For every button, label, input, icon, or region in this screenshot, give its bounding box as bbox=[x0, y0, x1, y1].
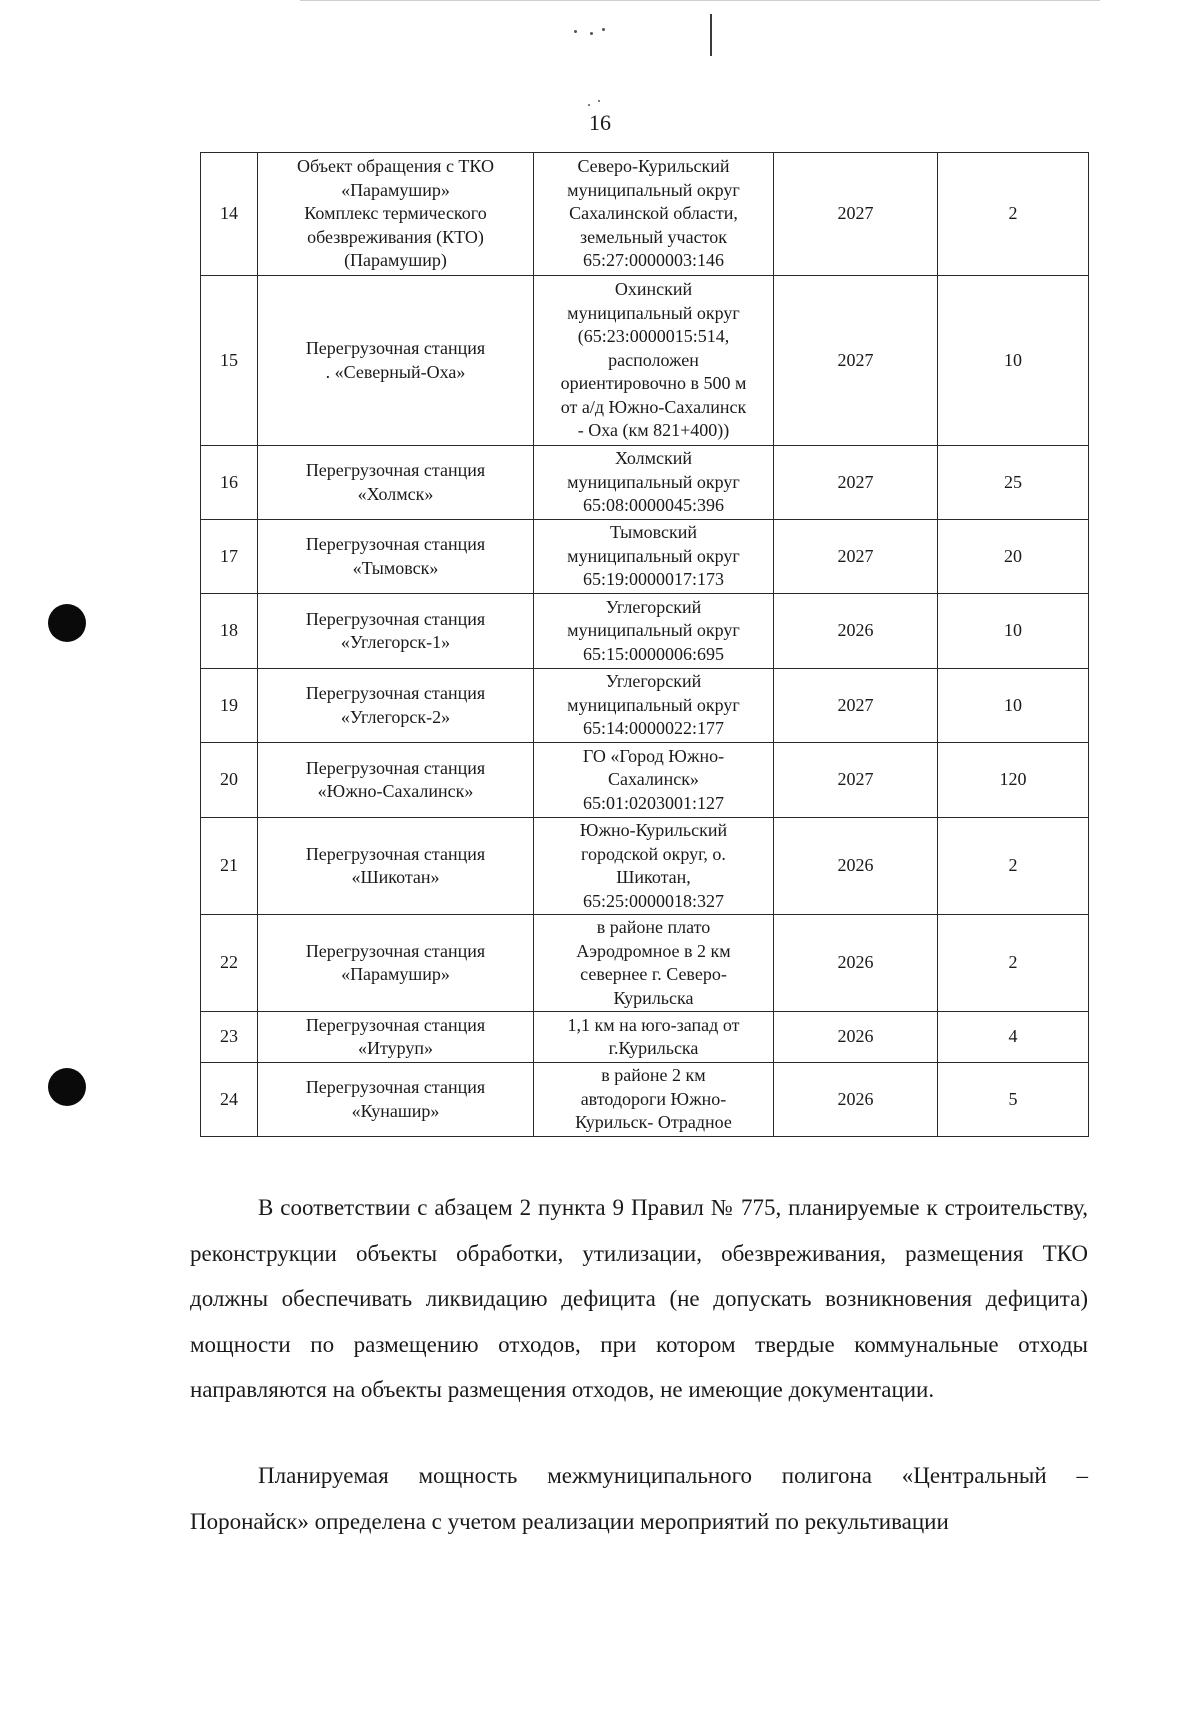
facility-name: Перегрузочная станция «Холмск» bbox=[258, 446, 534, 520]
table-row bbox=[201, 153, 1089, 276]
commission-year: 2026 bbox=[774, 818, 938, 915]
table-row bbox=[201, 818, 1089, 915]
row-number: 19 bbox=[201, 669, 258, 743]
facility-location: ГО «Город Южно- Сахалинск» 65:01:0203001:127 bbox=[534, 743, 774, 818]
facility-location: в районе плато Аэродромное в 2 км севернее г. Северо- Курильска bbox=[534, 915, 774, 1012]
table-row bbox=[201, 743, 1089, 818]
capacity-value: 10 bbox=[938, 669, 1089, 743]
facility-name: Перегрузочная станция «Парамушир» bbox=[258, 915, 534, 1012]
facility-name: Перегрузочная станция «Углегорск-2» bbox=[258, 669, 534, 743]
facility-location: Холмский муниципальный округ 65:08:0000045:396 bbox=[534, 446, 774, 520]
table-row bbox=[201, 276, 1089, 446]
row-number: 22 bbox=[201, 915, 258, 1012]
capacity-value: 120 bbox=[938, 743, 1089, 818]
facility-name: Перегрузочная станция «Южно-Сахалинск» bbox=[258, 743, 534, 818]
capacity-value: 2 bbox=[938, 818, 1089, 915]
capacity-value: 5 bbox=[938, 1063, 1089, 1137]
table-body bbox=[201, 153, 1089, 1137]
facility-location: в районе 2 км автодороги Южно- Курильск- Отрадное bbox=[534, 1063, 774, 1137]
facility-location: Углегорский муниципальный округ 65:15:0000006:695 bbox=[534, 594, 774, 669]
commission-year: 2027 bbox=[774, 520, 938, 594]
row-number: 17 bbox=[201, 520, 258, 594]
facility-location: Углегорский муниципальный округ 65:14:0000022:177 bbox=[534, 669, 774, 743]
commission-year: 2026 bbox=[774, 1012, 938, 1063]
scan-speck bbox=[574, 30, 577, 33]
row-number: 15 bbox=[201, 276, 258, 446]
row-number: 21 bbox=[201, 818, 258, 915]
capacity-value: 10 bbox=[938, 276, 1089, 446]
table-row bbox=[201, 446, 1089, 520]
scan-speck bbox=[598, 100, 600, 102]
punch-hole bbox=[48, 1068, 86, 1106]
capacity-value: 25 bbox=[938, 446, 1089, 520]
scan-mark bbox=[710, 14, 712, 56]
facility-name: Перегрузочная станция «Кунашир» bbox=[258, 1063, 534, 1137]
row-number: 24 bbox=[201, 1063, 258, 1137]
body-paragraph: В соответствии с абзацем 2 пункта 9 Правил № 775, планируемые к строительству, реконструкции объекты обработки, утилизации, обезвреживания, размещения ТКО должны обеспечивать ликвидацию дефицита (не допускать возникновения дефицита) мощности по размещению отходов, при котором твердые коммунальные отходы направляются на объекты размещения отходов, не имеющие документации. bbox=[190, 1195, 1088, 1402]
commission-year: 2027 bbox=[774, 276, 938, 446]
facility-location: 1,1 км на юго-запад от г.Курильска bbox=[534, 1012, 774, 1063]
row-number: 18 bbox=[201, 594, 258, 669]
facility-location: Северо-Курильский муниципальный округ Сахалинской области, земельный участок 65:27:0000003:146 bbox=[534, 153, 774, 276]
capacity-value: 10 bbox=[938, 594, 1089, 669]
facility-name: Перегрузочная станция . «Северный-Оха» bbox=[258, 276, 534, 446]
body-paragraph: Планируемая мощность межмуниципального полигона «Центральный – Поронайск» определена с учетом реализации мероприятий по рекультивации bbox=[190, 1463, 1088, 1534]
row-number: 16 bbox=[201, 446, 258, 520]
capacity-value: 2 bbox=[938, 915, 1089, 1012]
capacity-value: 4 bbox=[938, 1012, 1089, 1063]
commission-year: 2026 bbox=[774, 594, 938, 669]
facility-location: Тымовский муниципальный округ 65:19:0000017:173 bbox=[534, 520, 774, 594]
facilities-table bbox=[200, 152, 1089, 1137]
row-number: 23 bbox=[201, 1012, 258, 1063]
commission-year: 2026 bbox=[774, 915, 938, 1012]
scan-speck bbox=[590, 32, 593, 35]
commission-year: 2027 bbox=[774, 743, 938, 818]
scan-speck bbox=[588, 104, 590, 106]
punch-hole bbox=[48, 604, 86, 642]
table-row bbox=[201, 1012, 1089, 1063]
capacity-value: 20 bbox=[938, 520, 1089, 594]
facility-name: Перегрузочная станция «Шикотан» bbox=[258, 818, 534, 915]
facility-name: Перегрузочная станция «Тымовск» bbox=[258, 520, 534, 594]
row-number: 20 bbox=[201, 743, 258, 818]
commission-year: 2027 bbox=[774, 669, 938, 743]
facility-name: Перегрузочная станция «Итуруп» bbox=[258, 1012, 534, 1063]
commission-year: 2026 bbox=[774, 1063, 938, 1137]
table-row bbox=[201, 915, 1089, 1012]
commission-year: 2027 bbox=[774, 446, 938, 520]
table-row bbox=[201, 520, 1089, 594]
facility-name: Перегрузочная станция «Углегорск-1» bbox=[258, 594, 534, 669]
facility-location: Охинский муниципальный округ (65:23:0000015:514, расположен ориентировочно в 500 м от а/д Южно-Сахалинск - Оха (км 821+400)) bbox=[534, 276, 774, 446]
scan-edge-line bbox=[300, 0, 1100, 1]
table-row bbox=[201, 669, 1089, 743]
table-row bbox=[201, 594, 1089, 669]
capacity-value: 2 bbox=[938, 153, 1089, 276]
commission-year: 2027 bbox=[774, 153, 938, 276]
facility-name: Объект обращения с ТКО «Парамушир» Комплекс термического обезвреживания (КТО) (Парамушир) bbox=[258, 153, 534, 276]
table-row bbox=[201, 1063, 1089, 1137]
row-number: 14 bbox=[201, 153, 258, 276]
page-number: 16 bbox=[589, 110, 611, 135]
facility-location: Южно-Курильский городской округ, о. Шикотан, 65:25:0000018:327 bbox=[534, 818, 774, 915]
scan-speck bbox=[602, 28, 605, 31]
